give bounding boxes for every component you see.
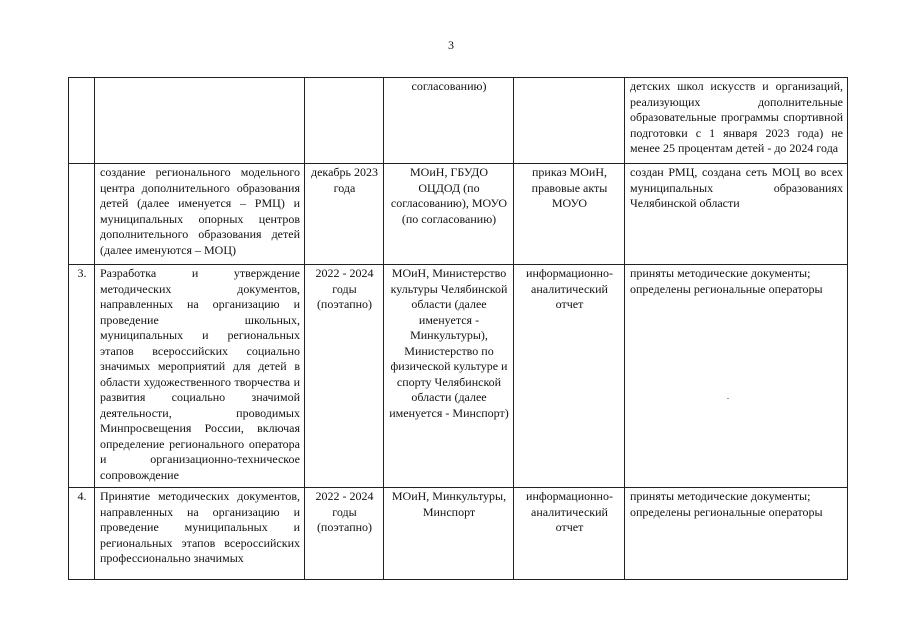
table-row xyxy=(69,78,848,164)
row-number: 4. xyxy=(69,488,95,580)
task-cell: создание регионального модельного центра дополнительного образования детей (далее именуется – РМЦ) и муниципальных опорных центров дополнительного образования детей (далее именуются – МОЦ) xyxy=(95,164,305,265)
executor-cell: МОиН, Минкультуры, Минспорт xyxy=(384,488,514,580)
document-cell: информационно-аналитический отчет xyxy=(514,488,625,580)
task-cell: Принятие методических документов, направленных на организацию и проведение муниципальных и региональных этапов всероссийских профессионально значимых xyxy=(95,488,305,580)
deadline-cell xyxy=(305,78,384,164)
deadline-cell: 2022 - 2024 годы (поэтапно) xyxy=(305,488,384,580)
table-row xyxy=(69,265,848,488)
executor-cell: МОиН, ГБУДО ОЦДОД (по согласованию), МОУО (по согласованию) xyxy=(384,164,514,265)
task-cell: Разработка и утверждение методических документов, направленных на организацию и проведение школьных, муниципальных и региональных этапов всероссийских социально значимых мероприятий для детей в области художественного творчества и развития социально значимой деятельности, проводимых Минпросвещения России, включая определение регионального оператора и организационно-техническое сопровождение xyxy=(95,265,305,488)
document-cell: приказ МОиН, правовые акты МОУО xyxy=(514,164,625,265)
document-cell xyxy=(514,78,625,164)
task-cell xyxy=(95,78,305,164)
deadline-cell: декабрь 2023 года xyxy=(305,164,384,265)
deadline-cell: 2022 - 2024 годы (поэтапно) xyxy=(305,265,384,488)
result-cell: создан РМЦ, создана сеть МОЦ во всех муниципальных образованиях Челябинской области xyxy=(625,164,848,265)
page-number: 3 xyxy=(448,38,454,52)
result-cell: детских школ искусств и организаций, реализующих дополнительные образовательные программы спортивной подготовки с 1 января 2023 года) не менее 25 процентам детей - до 2024 года xyxy=(625,78,848,164)
row-number xyxy=(69,164,95,265)
table-row xyxy=(69,488,848,580)
action-plan-table xyxy=(68,77,848,580)
result-cell: приняты методические документы; определены региональные операторы xyxy=(625,265,848,488)
executor-cell: согласованию) xyxy=(384,78,514,164)
row-number xyxy=(69,78,95,164)
document-cell: информационно-аналитический отчет xyxy=(514,265,625,488)
executor-cell: МОиН, Министерство культуры Челябинской области (далее именуется - Минкультуры), Министерство по физической культуре и спорту Челябинской области (далее именуется - Минспорт) xyxy=(384,265,514,488)
row-number: 3. xyxy=(69,265,95,488)
scan-speck xyxy=(727,398,729,399)
result-cell: приняты методические документы; определены региональные операторы xyxy=(625,488,848,580)
table-row xyxy=(69,164,848,265)
